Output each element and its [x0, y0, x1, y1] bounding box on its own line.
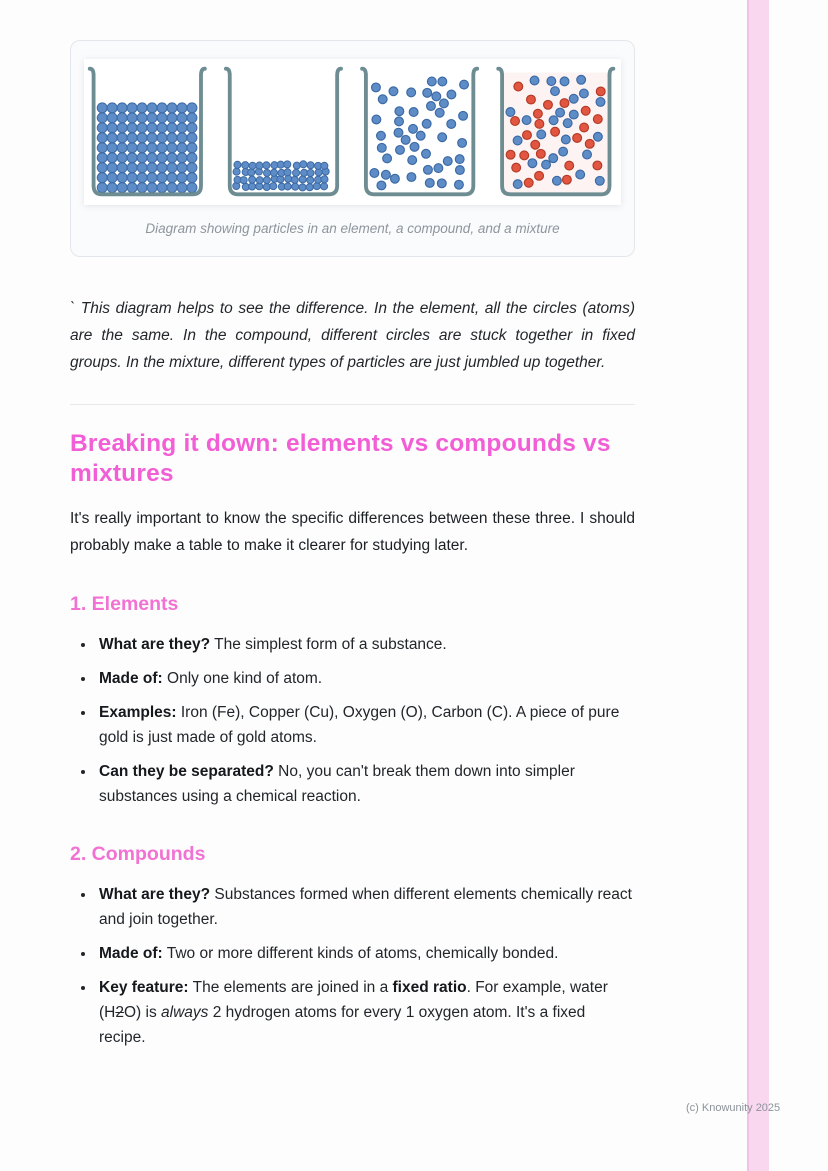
list-item	[96, 666, 635, 691]
item-lead: What are they?	[99, 636, 211, 653]
item-text: The simplest form of a substance.	[210, 636, 447, 653]
list-item	[96, 759, 635, 809]
item-lead: Made of:	[99, 945, 163, 962]
item-text: . For example, water (H	[99, 979, 608, 1021]
item-text: 2 hydrogen atoms for every 1 oxygen atom. It's a fixed recipe.	[99, 1004, 586, 1046]
list-item	[96, 882, 635, 932]
compounds-list	[70, 882, 635, 1050]
item-lead: Key feature:	[99, 979, 189, 996]
subheading-compounds: 2. Compounds	[70, 843, 206, 865]
figure-card	[70, 40, 635, 257]
list-item	[96, 632, 635, 657]
list-item	[96, 700, 635, 750]
list-item	[96, 975, 635, 1050]
right-pink-stripe	[747, 0, 769, 1171]
item-text: The elements are joined in a	[188, 979, 393, 996]
item-lead: What are they?	[99, 886, 211, 903]
item-text: O) is	[123, 1004, 162, 1021]
item-lead: Can they be separated?	[99, 763, 274, 780]
item-bold: fixed ratio	[392, 979, 467, 996]
beakers-diagram	[84, 59, 621, 205]
note-paragraph: ` This diagram helps to see the difference. In the element, all the circles (atoms) are the same. In the compound, different circles are stuck together in fixed groups. In the mixture, different types of particles are just jumbled up together.	[70, 300, 635, 371]
item-text: No, you can't break them down into simpler substances using a chemical reaction.	[99, 763, 575, 805]
particle-diagram-image	[84, 59, 621, 205]
item-text: Only one kind of atom.	[162, 670, 323, 687]
item-text: Two or more different kinds of atoms, chemically bonded.	[162, 945, 559, 962]
figure-caption: Diagram showing particles in an element, a compound, and a mixture	[145, 221, 560, 236]
item-lead: Made of:	[99, 670, 163, 687]
divider	[70, 404, 635, 405]
elements-list	[70, 632, 635, 809]
item-text: Iron (Fe), Copper (Cu), Oxygen (O), Carbon (C). A piece of pure gold is just made of gold atoms.	[99, 704, 620, 746]
list-item	[96, 941, 635, 966]
section-heading: Breaking it down: elements vs compounds vs mixtures	[70, 430, 611, 487]
content-column	[70, 0, 635, 1059]
section-intro: It's really important to know the specific differences between these three. I should probably make a table to make it clearer for studying later.	[70, 510, 635, 554]
item-italic: always	[161, 1004, 209, 1021]
item-text: Substances formed when different elements chemically react and join together.	[99, 886, 632, 928]
item-lead: Examples:	[99, 704, 177, 721]
subheading-elements: 1. Elements	[70, 593, 179, 615]
copyright: (c) Knowunity 2025	[686, 1102, 781, 1114]
item-strike: 2	[115, 1004, 124, 1021]
